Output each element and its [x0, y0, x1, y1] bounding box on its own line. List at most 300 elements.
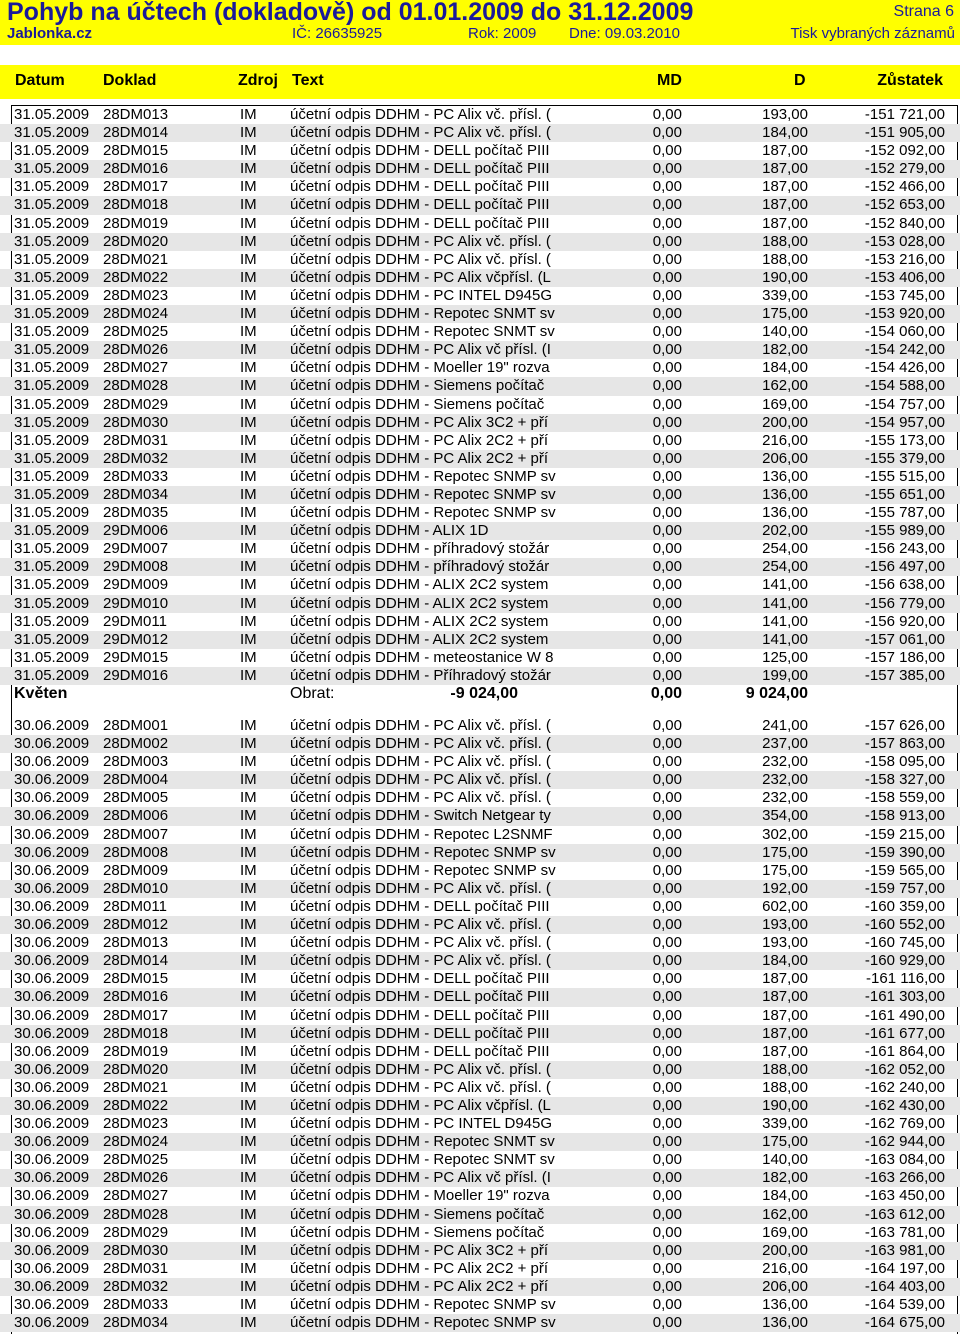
cell-doc: 28DM023: [103, 1115, 169, 1133]
cell-text: účetní odpis DDHM - DELL počítač PIII: [290, 197, 550, 214]
table-row: [0, 142, 960, 160]
cell-doc: 28DM035: [103, 504, 169, 522]
cell-date: 30.06.2009: [14, 1024, 90, 1042]
cell-date: 31.05.2009: [14, 612, 90, 630]
cell-source: IM: [240, 1169, 257, 1187]
cell-source: IM: [240, 970, 257, 988]
table-row: [0, 1079, 960, 1097]
table-row: [0, 807, 960, 825]
cell-date: 30.06.2009: [14, 1259, 90, 1277]
cell-text: účetní odpis DDHM - ALIX 2C2 system: [290, 577, 549, 594]
cell-date: 31.05.2009: [14, 250, 90, 268]
cell-balance: -154 957,00: [864, 413, 945, 431]
cell-date: 30.06.2009: [14, 897, 90, 915]
cell-text: účetní odpis DDHM - PC Alix včpřísl. (L: [290, 1097, 551, 1114]
cell-d: 354,00: [762, 807, 808, 825]
cell-d: 232,00: [762, 789, 808, 807]
table-row: [0, 323, 960, 341]
cell-doc: 28DM016: [103, 988, 169, 1006]
cell-text: účetní odpis DDHM - Moeller 19" rozva: [290, 360, 550, 377]
table-row: [0, 753, 960, 771]
cell-date: 30.06.2009: [14, 1006, 90, 1024]
cell-date: 31.05.2009: [14, 558, 90, 576]
cell-balance: -155 173,00: [864, 431, 945, 449]
cell-d: 188,00: [762, 1078, 808, 1096]
cell-d: 339,00: [762, 1115, 808, 1133]
cell-d: 188,00: [762, 1060, 808, 1078]
cell-md: 0,00: [652, 1314, 682, 1332]
cell-md: 0,00: [652, 1169, 682, 1187]
cell-doc: 28DM018: [103, 1024, 169, 1042]
cell-d: 184,00: [762, 952, 808, 970]
table-row: [0, 287, 960, 305]
column-header-balance: Zůstatek: [877, 72, 943, 89]
table-row: [0, 613, 960, 631]
cell-doc: 28DM028: [103, 1205, 169, 1223]
cell-d: 175,00: [762, 305, 808, 323]
cell-md: 0,00: [652, 753, 682, 771]
cell-md: 0,00: [652, 879, 682, 897]
cell-doc: 28DM003: [103, 753, 169, 771]
cell-text: účetní odpis DDHM - PC Alix vč. přísl. (: [290, 125, 551, 142]
cell-md: 0,00: [652, 1006, 682, 1024]
table-row: [0, 771, 960, 789]
cell-md: 0,00: [652, 934, 682, 952]
cell-source: IM: [240, 630, 257, 648]
cell-date: 30.06.2009: [14, 861, 90, 879]
cell-date: 30.06.2009: [14, 1151, 90, 1169]
cell-md: 0,00: [652, 305, 682, 323]
cell-date: 30.06.2009: [14, 1169, 90, 1187]
cell-date: 31.05.2009: [14, 648, 90, 666]
table-row: [0, 450, 960, 468]
cell-source: IM: [240, 250, 257, 268]
cell-d: 200,00: [762, 1241, 808, 1259]
cell-date: 31.05.2009: [14, 576, 90, 594]
report-header: [0, 0, 960, 45]
cell-md: 0,00: [652, 666, 682, 684]
cell-md: 0,00: [652, 106, 682, 123]
cell-text: účetní odpis DDHM - příhradový stožár: [290, 541, 550, 558]
cell-source: IM: [240, 753, 257, 771]
cell-date: 30.06.2009: [14, 1078, 90, 1096]
cell-balance: -158 913,00: [864, 807, 945, 825]
summary-label: Obrat:: [290, 685, 335, 702]
cell-text: účetní odpis DDHM - PC Alix 2C2 + pří: [290, 1260, 549, 1277]
cell-balance: -159 390,00: [864, 843, 945, 861]
cell-source: IM: [240, 232, 257, 250]
cell-source: IM: [240, 843, 257, 861]
cell-d: 162,00: [762, 1205, 808, 1223]
cell-balance: -156 920,00: [864, 612, 945, 630]
cell-md: 0,00: [652, 1133, 682, 1151]
cell-source: IM: [240, 377, 257, 395]
table-row: [0, 396, 960, 414]
cell-doc: 29DM016: [103, 666, 169, 684]
cell-md: 0,00: [652, 1042, 682, 1060]
cell-doc: 28DM017: [103, 178, 169, 196]
page-number: Strana 6: [893, 3, 954, 20]
cell-md: 0,00: [652, 504, 682, 522]
cell-text: účetní odpis DDHM - meteostanice W 8: [290, 649, 554, 666]
cell-md: 0,00: [652, 576, 682, 594]
cell-text: účetní odpis DDHM - PC Alix vč. přísl. (: [290, 772, 551, 789]
cell-d: 136,00: [762, 504, 808, 522]
cell-doc: 28DM006: [103, 807, 169, 825]
cell-d: 602,00: [762, 897, 808, 915]
cell-doc: 28DM026: [103, 1169, 169, 1187]
cell-d: 141,00: [762, 630, 808, 648]
cell-balance: -156 638,00: [864, 576, 945, 594]
cell-d: 141,00: [762, 576, 808, 594]
cell-balance: -163 450,00: [864, 1187, 945, 1205]
cell-md: 0,00: [652, 522, 682, 540]
cell-balance: -154 757,00: [864, 395, 945, 413]
cell-d: 232,00: [762, 771, 808, 789]
cell-md: 0,00: [652, 178, 682, 196]
cell-md: 0,00: [652, 540, 682, 558]
cell-doc: 28DM031: [103, 431, 169, 449]
cell-d: 206,00: [762, 449, 808, 467]
cell-d: 169,00: [762, 395, 808, 413]
cell-date: 31.05.2009: [14, 485, 90, 503]
table-row: [0, 1025, 960, 1043]
cell-doc: 28DM020: [103, 232, 169, 250]
cell-md: 0,00: [652, 268, 682, 286]
table-row: [0, 1061, 960, 1079]
cell-md: 0,00: [652, 196, 682, 214]
cell-md: 0,00: [652, 916, 682, 934]
cell-doc: 28DM022: [103, 268, 169, 286]
cell-doc: 28DM012: [103, 916, 169, 934]
cell-md: 0,00: [652, 214, 682, 232]
cell-date: 30.06.2009: [14, 1115, 90, 1133]
table-row: [0, 880, 960, 898]
cell-d: 187,00: [762, 1006, 808, 1024]
cell-date: 30.06.2009: [14, 771, 90, 789]
cell-doc: 29DM015: [103, 648, 169, 666]
table-row: [0, 233, 960, 251]
cell-source: IM: [240, 916, 257, 934]
cell-balance: -163 781,00: [864, 1223, 945, 1241]
cell-source: IM: [240, 558, 257, 576]
cell-text: účetní odpis DDHM - DELL počítač PIII: [290, 971, 550, 988]
cell-source: IM: [240, 1277, 257, 1295]
cell-md: 0,00: [652, 789, 682, 807]
cell-source: IM: [240, 1187, 257, 1205]
cell-balance: -155 515,00: [864, 467, 945, 485]
cell-text: účetní odpis DDHM - Příhradový stožár: [290, 667, 551, 684]
table-row: [0, 649, 960, 667]
cell-source: IM: [240, 449, 257, 467]
cell-md: 0,00: [652, 359, 682, 377]
cell-date: 30.06.2009: [14, 1205, 90, 1223]
cell-balance: -162 052,00: [864, 1060, 945, 1078]
cell-source: IM: [240, 735, 257, 753]
table-row: [0, 178, 960, 196]
cell-d: 254,00: [762, 558, 808, 576]
cell-d: 187,00: [762, 214, 808, 232]
filter-note: Tisk vybraných záznamů: [790, 25, 955, 42]
table-row: [0, 540, 960, 558]
cell-doc: 28DM031: [103, 1259, 169, 1277]
cell-balance: -155 651,00: [864, 485, 945, 503]
cell-text: účetní odpis DDHM - příhradový stožár: [290, 559, 550, 576]
table-row: [0, 898, 960, 916]
table-row: [0, 106, 960, 124]
cell-md: 0,00: [652, 594, 682, 612]
column-header-date: Datum: [15, 72, 65, 89]
cell-date: 31.05.2009: [14, 413, 90, 431]
cell-d: 192,00: [762, 879, 808, 897]
cell-date: 30.06.2009: [14, 1060, 90, 1078]
cell-text: účetní odpis DDHM - Repotec SNMP sv: [290, 468, 556, 485]
cell-md: 0,00: [652, 232, 682, 250]
cell-d: 187,00: [762, 160, 808, 178]
cell-d: 202,00: [762, 522, 808, 540]
column-header-doc: Doklad: [103, 72, 157, 89]
cell-d: 190,00: [762, 1096, 808, 1114]
cell-text: účetní odpis DDHM - PC Alix 3C2 + pří: [290, 1242, 549, 1259]
cell-text: účetní odpis DDHM - Repotec L2SNMF: [290, 826, 553, 843]
table-row: [0, 826, 960, 844]
cell-date: 30.06.2009: [14, 1223, 90, 1241]
cell-text: účetní odpis DDHM - PC Alix vč. přísl. (: [290, 880, 551, 897]
cell-balance: -160 359,00: [864, 897, 945, 915]
cell-date: 30.06.2009: [14, 952, 90, 970]
cell-doc: 28DM009: [103, 861, 169, 879]
table-row: [0, 862, 960, 880]
cell-doc: 28DM021: [103, 1078, 169, 1096]
cell-d: 175,00: [762, 1133, 808, 1151]
cell-md: 0,00: [652, 1223, 682, 1241]
cell-text: účetní odpis DDHM - Siemens počítač: [290, 1224, 545, 1241]
cell-text: účetní odpis DDHM - Repotec SNMT sv: [290, 1134, 555, 1151]
cell-md: 0,00: [652, 1296, 682, 1313]
cell-source: IM: [240, 1314, 257, 1332]
cell-source: IM: [240, 861, 257, 879]
cell-source: IM: [240, 504, 257, 522]
cell-balance: -157 863,00: [864, 735, 945, 753]
cell-source: IM: [240, 1259, 257, 1277]
cell-source: IM: [240, 467, 257, 485]
table-row: [0, 1224, 960, 1242]
cell-md: 0,00: [652, 286, 682, 304]
cell-text: účetní odpis DDHM - DELL počítač PIII: [290, 179, 550, 196]
cell-text: účetní odpis DDHM - DELL počítač PIII: [290, 215, 550, 232]
cell-balance: -162 769,00: [864, 1115, 945, 1133]
table-row: [0, 735, 960, 753]
cell-source: IM: [240, 648, 257, 666]
cell-source: IM: [240, 160, 257, 178]
table-row: [0, 1260, 960, 1278]
cell-d: 216,00: [762, 1259, 808, 1277]
cell-md: 0,00: [652, 843, 682, 861]
cell-doc: 28DM016: [103, 160, 169, 178]
table-row: [0, 251, 960, 269]
cell-text: účetní odpis DDHM - Repotec SNMT sv: [290, 324, 555, 341]
table-row: [0, 432, 960, 450]
cell-date: 31.05.2009: [14, 522, 90, 540]
table-row: [0, 377, 960, 395]
cell-d: 241,00: [762, 717, 808, 734]
cell-text: účetní odpis DDHM - PC Alix vč. přísl. (: [290, 790, 551, 807]
cell-source: IM: [240, 807, 257, 825]
cell-balance: -163 266,00: [864, 1169, 945, 1187]
cell-d: 193,00: [762, 934, 808, 952]
cell-source: IM: [240, 106, 257, 123]
cell-source: IM: [240, 1060, 257, 1078]
cell-md: 0,00: [652, 1259, 682, 1277]
cell-d: 182,00: [762, 341, 808, 359]
cell-doc: 28DM029: [103, 395, 169, 413]
cell-balance: -153 216,00: [864, 250, 945, 268]
cell-source: IM: [240, 268, 257, 286]
cell-d: 162,00: [762, 377, 808, 395]
cell-balance: -158 095,00: [864, 753, 945, 771]
cell-md: 0,00: [652, 323, 682, 341]
cell-source: IM: [240, 1078, 257, 1096]
cell-source: IM: [240, 1024, 257, 1042]
cell-d: 184,00: [762, 1187, 808, 1205]
cell-source: IM: [240, 522, 257, 540]
cell-balance: -163 612,00: [864, 1205, 945, 1223]
table-row: [0, 414, 960, 432]
month-summary-row: [0, 685, 960, 717]
cell-doc: 29DM007: [103, 540, 169, 558]
cell-doc: 28DM011: [103, 897, 167, 915]
summary-md: 0,00: [650, 685, 682, 702]
table-row: [0, 1007, 960, 1025]
cell-balance: -160 552,00: [864, 916, 945, 934]
cell-md: 0,00: [652, 413, 682, 431]
cell-md: 0,00: [652, 807, 682, 825]
cell-date: 30.06.2009: [14, 1133, 90, 1151]
table-row: [0, 341, 960, 359]
table-row: [0, 717, 960, 735]
cell-md: 0,00: [652, 467, 682, 485]
cell-text: účetní odpis DDHM - PC INTEL D945G: [290, 1116, 553, 1133]
cell-d: 193,00: [762, 916, 808, 934]
cell-doc: 28DM025: [103, 1151, 169, 1169]
cell-doc: 28DM019: [103, 1042, 169, 1060]
cell-date: 30.06.2009: [14, 843, 90, 861]
table-row: [0, 522, 960, 540]
cell-doc: 28DM033: [103, 467, 169, 485]
cell-doc: 28DM020: [103, 1060, 169, 1078]
cell-source: IM: [240, 485, 257, 503]
cell-doc: 28DM013: [103, 106, 169, 123]
cell-text: účetní odpis DDHM - Repotec SNMP sv: [290, 844, 556, 861]
cell-date: 31.05.2009: [14, 630, 90, 648]
cell-balance: -161 677,00: [864, 1024, 945, 1042]
cell-date: 31.05.2009: [14, 431, 90, 449]
cell-date: 31.05.2009: [14, 178, 90, 196]
cell-text: účetní odpis DDHM - DELL počítač PIII: [290, 1007, 550, 1024]
cell-text: účetní odpis DDHM - DELL počítač PIII: [290, 898, 550, 915]
cell-md: 0,00: [652, 771, 682, 789]
cell-doc: 28DM027: [103, 1187, 169, 1205]
table-row: [0, 844, 960, 862]
cell-date: 31.05.2009: [14, 196, 90, 214]
table-row: [0, 1169, 960, 1187]
table-row: [0, 1206, 960, 1224]
cell-d: 187,00: [762, 142, 808, 160]
cell-doc: 28DM024: [103, 305, 169, 323]
cell-text: účetní odpis DDHM - PC Alix 2C2 + pří: [290, 432, 549, 449]
cell-doc: 29DM012: [103, 630, 169, 648]
cell-source: IM: [240, 988, 257, 1006]
column-header-d: D: [794, 72, 806, 89]
cell-md: 0,00: [652, 970, 682, 988]
cell-d: 216,00: [762, 431, 808, 449]
table-row: [0, 468, 960, 486]
cell-source: IM: [240, 1151, 257, 1169]
cell-date: 31.05.2009: [14, 377, 90, 395]
cell-date: 31.05.2009: [14, 305, 90, 323]
table-row: [0, 1097, 960, 1115]
cell-source: IM: [240, 178, 257, 196]
cell-text: účetní odpis DDHM - Siemens počítač: [290, 378, 545, 395]
cell-doc: 28DM033: [103, 1296, 169, 1313]
cell-md: 0,00: [652, 558, 682, 576]
ledger-table: [0, 106, 960, 1332]
table-row: [0, 1151, 960, 1169]
cell-date: 31.05.2009: [14, 504, 90, 522]
cell-md: 0,00: [652, 1060, 682, 1078]
cell-source: IM: [240, 214, 257, 232]
cell-doc: 28DM005: [103, 789, 169, 807]
cell-md: 0,00: [652, 1115, 682, 1133]
cell-balance: -162 240,00: [864, 1078, 945, 1096]
cell-d: 136,00: [762, 467, 808, 485]
cell-text: účetní odpis DDHM - ALIX 1D: [290, 523, 489, 540]
cell-date: 31.05.2009: [14, 232, 90, 250]
cell-d: 187,00: [762, 988, 808, 1006]
cell-md: 0,00: [652, 988, 682, 1006]
cell-doc: 28DM017: [103, 1006, 169, 1024]
cell-md: 0,00: [652, 897, 682, 915]
cell-source: IM: [240, 1223, 257, 1241]
cell-d: 200,00: [762, 413, 808, 431]
report-year: Rok: 2009: [468, 25, 537, 42]
cell-md: 0,00: [652, 952, 682, 970]
cell-md: 0,00: [652, 717, 682, 734]
cell-md: 0,00: [652, 630, 682, 648]
table-row: [0, 667, 960, 685]
cell-md: 0,00: [652, 1151, 682, 1169]
company-id: IČ: 26635925: [292, 25, 383, 42]
cell-text: účetní odpis DDHM - PC Alix vč. přísl. (: [290, 917, 551, 934]
cell-source: IM: [240, 540, 257, 558]
cell-source: IM: [240, 879, 257, 897]
cell-balance: -157 061,00: [864, 630, 945, 648]
cell-date: 30.06.2009: [14, 916, 90, 934]
cell-d: 254,00: [762, 540, 808, 558]
cell-date: 30.06.2009: [14, 1042, 90, 1060]
cell-balance: -152 279,00: [864, 160, 945, 178]
table-row: [0, 305, 960, 323]
column-header-md: MD: [657, 72, 682, 89]
cell-doc: 28DM014: [103, 124, 169, 142]
cell-balance: -164 675,00: [864, 1314, 945, 1332]
table-row: [0, 916, 960, 934]
table-row: [0, 595, 960, 613]
cell-balance: -153 920,00: [864, 305, 945, 323]
cell-source: IM: [240, 612, 257, 630]
cell-doc: 28DM021: [103, 250, 169, 268]
table-row: [0, 558, 960, 576]
